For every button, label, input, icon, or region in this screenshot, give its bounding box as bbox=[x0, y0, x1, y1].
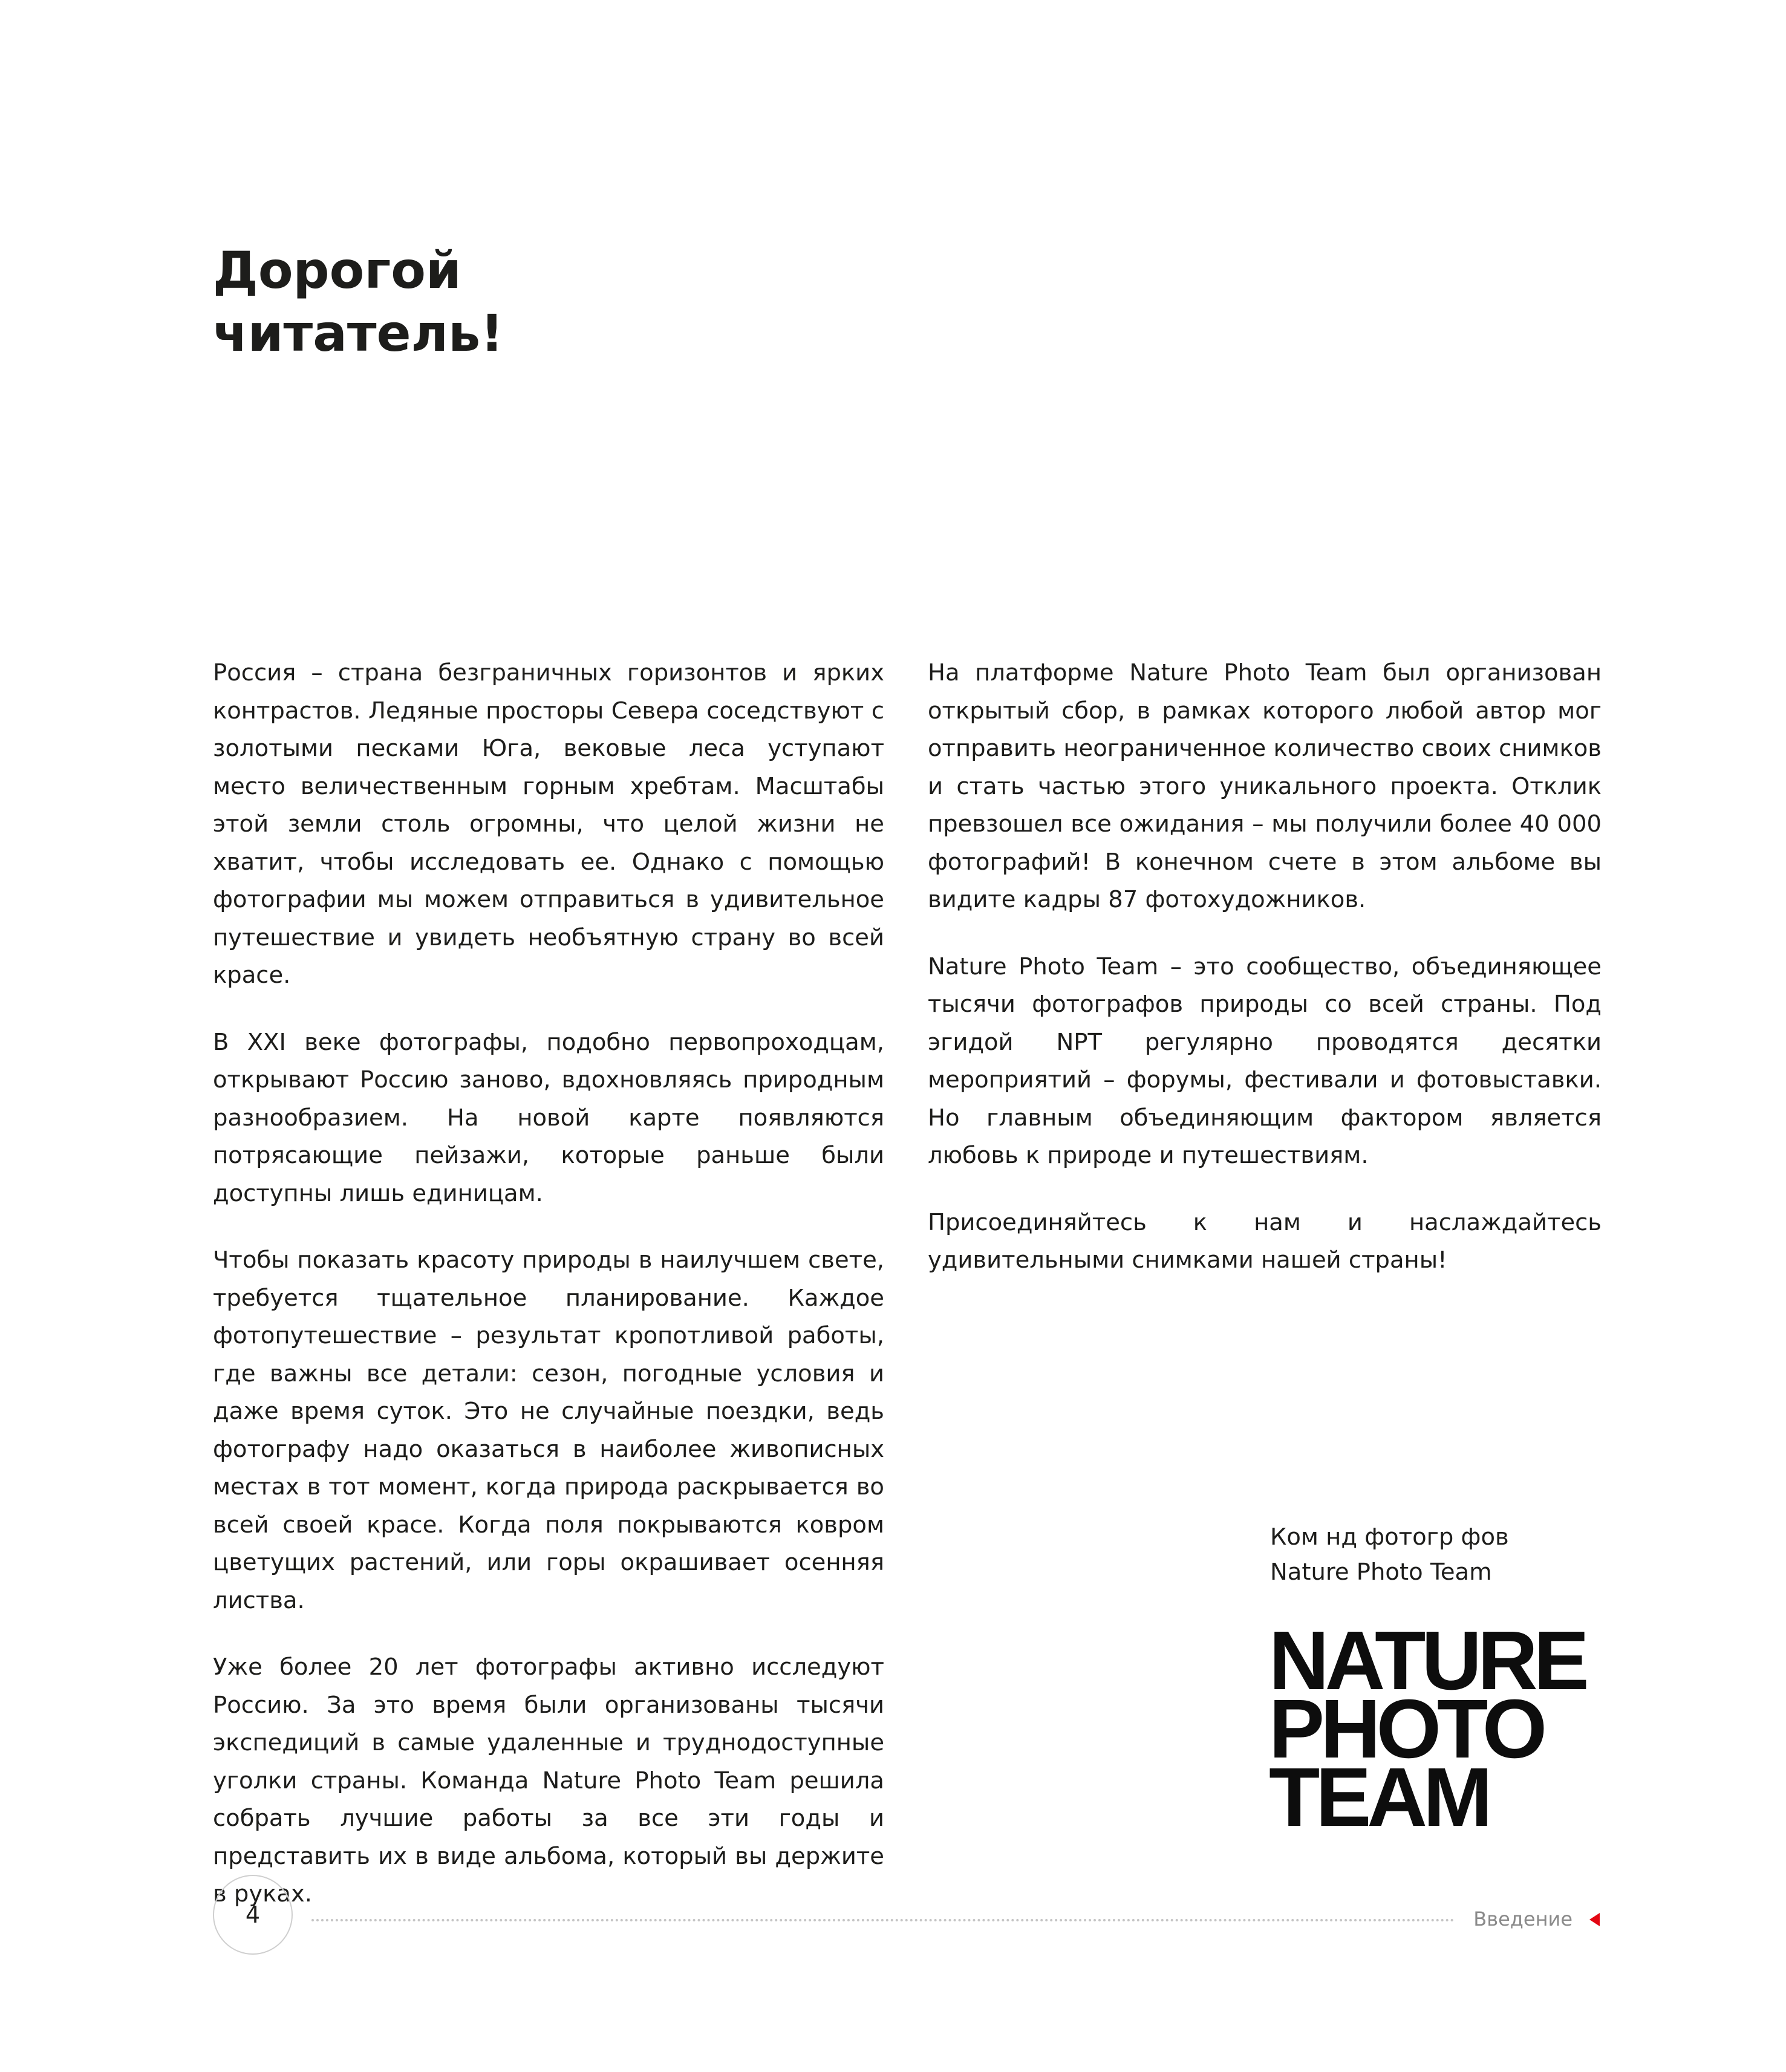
paragraph: На платформе Nature Photo Team был организован открытый сбор, в рамках которого любой автор мог отправить неограниченное количество своих снимков и стать частью этого уникального проекта. Отклик превзошел все ожидания – мы получили более 40 000 фотографий! В конечном счете в этом альбоме вы видите кадры 87 фотохудожников. bbox=[928, 659, 1602, 913]
paragraph: Nature Photo Team – это сообщество, объединяющее тысячи фотографов природы со всей страны. Под эгидой NPT регулярно проводятся десятки мероприятий – форумы, фестивали и фотовыставки. Но главным объединяющим фактором является любовь к природе и путешествиям. bbox=[928, 953, 1602, 1169]
left-text-column bbox=[213, 654, 884, 1943]
nature-photo-team-logo bbox=[1269, 1614, 1632, 1844]
signature bbox=[1270, 1520, 1609, 1590]
section-label: Введение bbox=[1473, 1907, 1573, 1930]
page-number: 4 bbox=[213, 1875, 293, 1955]
signature-line-1: Ком нд фотогр фов bbox=[1270, 1523, 1509, 1551]
paragraph: Уже более 20 лет фотографы активно исследуют Россию. За это время были организованы тысячи экспедиций в самые удаленные и труднодоступные уголки страны. Команда Nature Photo Team решила собрать лучшие работы за все эти годы и представить их в виде альбома, который вы держите в руках. bbox=[213, 1653, 884, 1907]
title-line-1: Дорогой bbox=[213, 241, 461, 300]
logo-line-3: TEAM bbox=[1269, 1751, 1488, 1844]
page-title bbox=[213, 239, 757, 365]
right-text-column bbox=[928, 654, 1602, 1309]
logo-line-2: PHOTO bbox=[1269, 1683, 1543, 1776]
paragraph: В XXI веке фотографы, подобно первопроходцам, открывают Россию заново, вдохновляясь природным разнообразием. На новой карте появляются потрясающие пейзажи, которые раньше были доступны лишь единицам. bbox=[213, 1028, 884, 1207]
triangle-left-icon bbox=[1589, 1913, 1600, 1926]
title-line-2: читатель! bbox=[213, 304, 504, 363]
paragraph: Присоединяйтесь к нам и наслаждайтесь удивительными снимками нашей страны! bbox=[928, 1208, 1602, 1274]
footer-divider bbox=[311, 1919, 1455, 1921]
signature-line-2: Nature Photo Team bbox=[1270, 1559, 1492, 1586]
paragraph: Россия – страна безграничных горизонтов и ярких контрастов. Ледяные просторы Севера соседствуют с золотыми песками Юга, вековые леса уступают место величественным горным хребтам. Масштабы этой земли столь огромны, что целой жизни не хватит, чтобы исследовать ее. Однако с помощью фотографии мы можем отправиться в удивительное путешествие и увидеть необъятную страну во всей красе. bbox=[213, 659, 884, 989]
paragraph: Чтобы показать красоту природы в наилучшем свете, требуется тщательное планирование. Каждое фотопутешествие – результат кропотливой работы, где важны все детали: сезон, погодные условия и даже время суток. Это не случайные поездки, ведь фотографу надо оказаться в наиболее живописных местах в тот момент, когда природа раскрывается во всей своей красе. Когда поля покрываются ковром цветущих растений, или горы окрашивает осенняя листва. bbox=[213, 1246, 884, 1614]
logo-line-1: NATURE bbox=[1269, 1614, 1585, 1707]
